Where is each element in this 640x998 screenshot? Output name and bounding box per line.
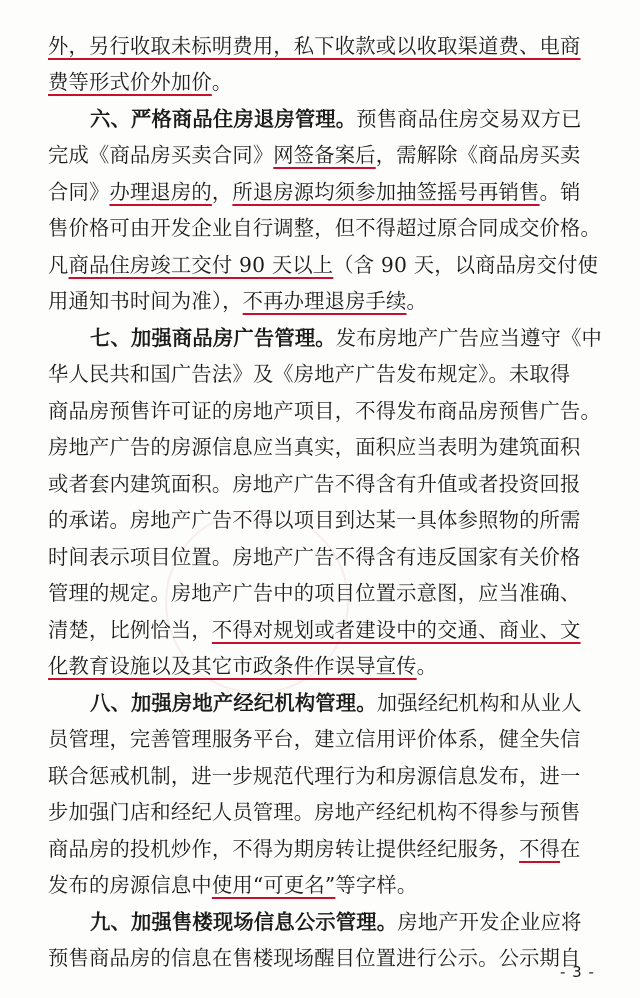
text-segment: 。 [211, 70, 233, 94]
underlined-text: 网签备案后 [273, 143, 376, 167]
text-line [48, 650, 437, 682]
underlined-text: 外，另行收取未标明费用，私下收款或以收取渠道费、电商 [48, 34, 581, 58]
text-segment: 。 [416, 654, 438, 678]
section-heading: 九、加强售楼现场信息公示管理。 [90, 910, 398, 934]
underlined-text: 所退房源均须参加抽签摇号再销售 [232, 180, 540, 204]
text-segment: 预售商品房的信息在售楼现场醒目位置进行公示。公示期自 [48, 946, 581, 970]
text-segment: 或者套内建筑面积。房地产广告不得含有升值或者投资回报 [48, 472, 581, 496]
text-line [90, 322, 602, 354]
text-line [48, 760, 581, 792]
text-line [48, 614, 581, 646]
underlined-text: 办理退房的 [109, 180, 212, 204]
text-segment: ，需解除《商品房买卖 [375, 143, 581, 167]
section-heading: 七、加强商品房广告管理。 [90, 326, 336, 350]
text-segment: ， [211, 180, 233, 204]
underlined-text: 不得对规划或者建设中的交通、商业、文 [211, 618, 581, 642]
text-line [48, 212, 601, 244]
text-segment: 在 [560, 837, 581, 861]
text-line [48, 249, 598, 281]
text-line [48, 285, 427, 317]
text-line [90, 103, 582, 135]
underlined-text: 商品住房竣工交付 90 天以上 [68, 253, 334, 277]
text-line [48, 796, 581, 828]
text-line [48, 833, 581, 865]
text-segment: 售价格可由开发企业自行调整，但不得超过原合同成交价格。 [48, 216, 601, 240]
text-segment: 。销 [539, 180, 581, 204]
section-heading: 六、严格商品住房退房管理。 [90, 107, 357, 131]
text-segment: 预售商品住房交易双方已 [356, 107, 582, 131]
text-segment: 凡 [48, 253, 69, 277]
underlined-text: 使用“可更名” [211, 873, 336, 897]
text-segment: 员管理，完善管理服务平台，建立信用评价体系，健全失信 [48, 727, 581, 751]
underlined-text: 不得 [519, 837, 561, 861]
text-line [48, 577, 581, 609]
text-segment: 商品房预售许可证的房地产项目，不得发布商品房预售广告。 [48, 399, 601, 423]
text-segment: 房地产开发企业应将 [397, 910, 582, 934]
text-line [48, 869, 417, 901]
text-segment: 联合惩戒机制，进一步规范代理行为和房源信息发布，进一 [48, 764, 581, 788]
text-line [90, 906, 582, 938]
text-segment: 步加强门店和经纪人员管理。房地产经纪机构不得参与预售 [48, 800, 581, 824]
text-segment: 商品房的投机炒作，不得为期房转让提供经纪服务， [48, 837, 520, 861]
text-segment: 发布的房源信息中 [48, 873, 212, 897]
underlined-text: 费等形式价外加价 [48, 70, 212, 94]
text-segment: （含 90 天，以商品房交付使 [333, 253, 599, 277]
text-segment: 发布房地产广告应当遵守《中 [335, 326, 603, 350]
text-line [48, 66, 232, 98]
text-line [48, 30, 581, 62]
text-line [48, 541, 581, 573]
text-segment: 等字样。 [335, 873, 418, 897]
text-segment: 华人民共和国广告法》及《房地产广告发布规定》。未取得 [48, 362, 571, 386]
underlined-text: 化教育设施以及其它市政条件作误导宣传 [48, 654, 417, 678]
underlined-text: 不再办理退房手续 [242, 289, 407, 313]
text-line [48, 723, 581, 755]
text-segment: 房地产广告的房源信息应当真实，面积应当表明为建筑面积 [48, 435, 581, 459]
text-line [48, 942, 581, 974]
text-segment: 完成《商品房买卖合同》 [48, 143, 274, 167]
section-heading: 八、加强房地产经纪机构管理。 [90, 691, 377, 715]
text-segment: 的承诺。房地产广告不得以项目到达某一具体参照物的所需 [48, 508, 581, 532]
text-line [48, 358, 570, 390]
text-line [48, 139, 581, 171]
text-segment: 时间表示项目位置。房地产广告不得含有违反国家有关价格 [48, 545, 581, 569]
text-segment: 管理的规定。房地产广告中的项目位置示意图，应当准确、 [48, 581, 581, 605]
text-line [90, 687, 582, 719]
text-line [48, 395, 601, 427]
text-segment: 加强经纪机构和从业人 [376, 691, 582, 715]
text-segment: 用通知书时间为准）， [48, 289, 243, 313]
text-segment: 清楚，比例恰当， [48, 618, 212, 642]
text-segment: 。 [406, 289, 428, 313]
page-number: - 3 - [560, 963, 595, 981]
text-line [48, 431, 581, 463]
text-segment: 合同》 [48, 180, 110, 204]
text-line [48, 468, 581, 500]
text-line [48, 176, 581, 208]
text-line [48, 504, 581, 536]
